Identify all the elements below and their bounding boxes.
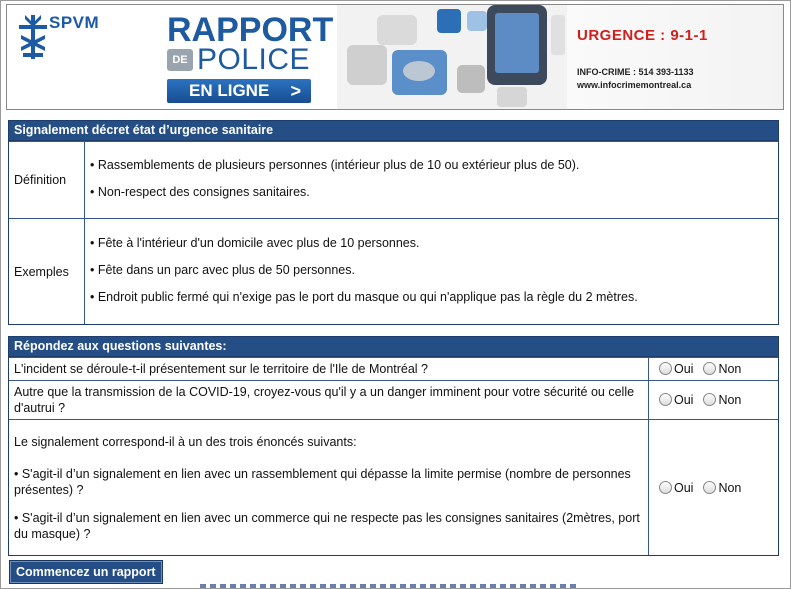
question-row bbox=[9, 357, 778, 380]
examples-row bbox=[9, 218, 778, 324]
definition-row bbox=[9, 141, 778, 218]
banner-title-police: POLICE bbox=[197, 43, 311, 76]
footer-text-cutoff bbox=[200, 584, 580, 588]
question-intro: Le signalement correspond-il à un des trois énoncés suivants: bbox=[14, 435, 357, 449]
definition-header: Signalement décret état d’urgence sanitaire bbox=[9, 121, 778, 141]
en-ligne-button[interactable] bbox=[167, 79, 311, 103]
question-bullet: • S'agit-il d’un signalement en lien avec un commerce qui ne respecte pas les consignes sanitaires (2mètres, port du masque) ? bbox=[14, 511, 640, 541]
yes-label: Oui bbox=[674, 362, 694, 376]
radio-yes[interactable] bbox=[659, 393, 672, 406]
yes-label: Oui bbox=[674, 480, 694, 495]
no-label: Non bbox=[718, 362, 742, 376]
question-bullet: • S'agit-il d’un signalement en lien avec un rassemblement qui dépasse la limite permise (nombre de personnes présentes) ? bbox=[14, 467, 631, 497]
info-crime-phone: INFO-CRIME : 514 393-1133 bbox=[577, 67, 694, 77]
yes-option[interactable] bbox=[659, 393, 693, 407]
banner-title-rapport: RAPPORT bbox=[167, 11, 334, 49]
no-label: Non bbox=[718, 393, 742, 407]
question-text: L'incident se déroule-t-il présentement sur le territoire de l'Ile de Montréal ? bbox=[9, 358, 649, 380]
start-report-button[interactable]: Commencez un rapport bbox=[9, 560, 163, 584]
definition-item: • Rassemblements de plusieurs personnes (intérieur plus de 10 ou extérieur plus de 50). bbox=[90, 158, 580, 172]
answer-group bbox=[649, 358, 778, 380]
yes-option[interactable] bbox=[659, 481, 693, 495]
chevron-right-icon: > bbox=[290, 81, 301, 101]
definition-table bbox=[8, 120, 779, 325]
answer-group bbox=[649, 420, 778, 555]
radio-no[interactable] bbox=[703, 481, 716, 494]
answer-group bbox=[649, 381, 778, 419]
no-option[interactable] bbox=[703, 481, 741, 495]
question-row bbox=[9, 380, 778, 419]
yes-label: Oui bbox=[674, 393, 694, 407]
question-text: Autre que la transmission de la COVID-19, croyez-vous qu'il y a un danger imminent pour votre sécurité ou celle d'autrui ? bbox=[9, 381, 649, 419]
question-text-group bbox=[9, 420, 649, 555]
radio-yes[interactable] bbox=[659, 362, 672, 375]
info-crime-url[interactable]: www.infocrimemontreal.ca bbox=[577, 80, 692, 90]
header-banner bbox=[6, 4, 784, 110]
en-ligne-label: EN LIGNE bbox=[189, 81, 270, 100]
yes-option[interactable] bbox=[659, 362, 693, 376]
definition-label: Définition bbox=[9, 142, 85, 218]
banner-title-de: DE bbox=[167, 49, 193, 71]
radio-no[interactable] bbox=[703, 393, 716, 406]
no-label: Non bbox=[718, 480, 742, 495]
logo-text: SPVM bbox=[49, 13, 100, 32]
questions-table bbox=[8, 336, 779, 556]
example-item: • Endroit public fermé qui n'exige pas le port du masque ou qui n'applique pas la règle du 2 mètres. bbox=[90, 290, 638, 304]
example-item: • Fête dans un parc avec plus de 50 personnes. bbox=[90, 263, 355, 277]
radio-yes[interactable] bbox=[659, 481, 672, 494]
no-option[interactable] bbox=[703, 393, 741, 407]
questions-header: Répondez aux questions suivantes: bbox=[9, 337, 778, 357]
no-option[interactable] bbox=[703, 362, 741, 376]
radio-no[interactable] bbox=[703, 362, 716, 375]
definition-item: • Non-respect des consignes sanitaires. bbox=[90, 185, 310, 199]
question-row bbox=[9, 419, 778, 555]
banner-photo-collage bbox=[337, 5, 567, 109]
urgence-number: URGENCE : 9-1-1 bbox=[577, 27, 708, 44]
example-item: • Fête à l'intérieur d'un domicile avec plus de 10 personnes. bbox=[90, 236, 420, 250]
examples-label: Exemples bbox=[9, 219, 85, 324]
